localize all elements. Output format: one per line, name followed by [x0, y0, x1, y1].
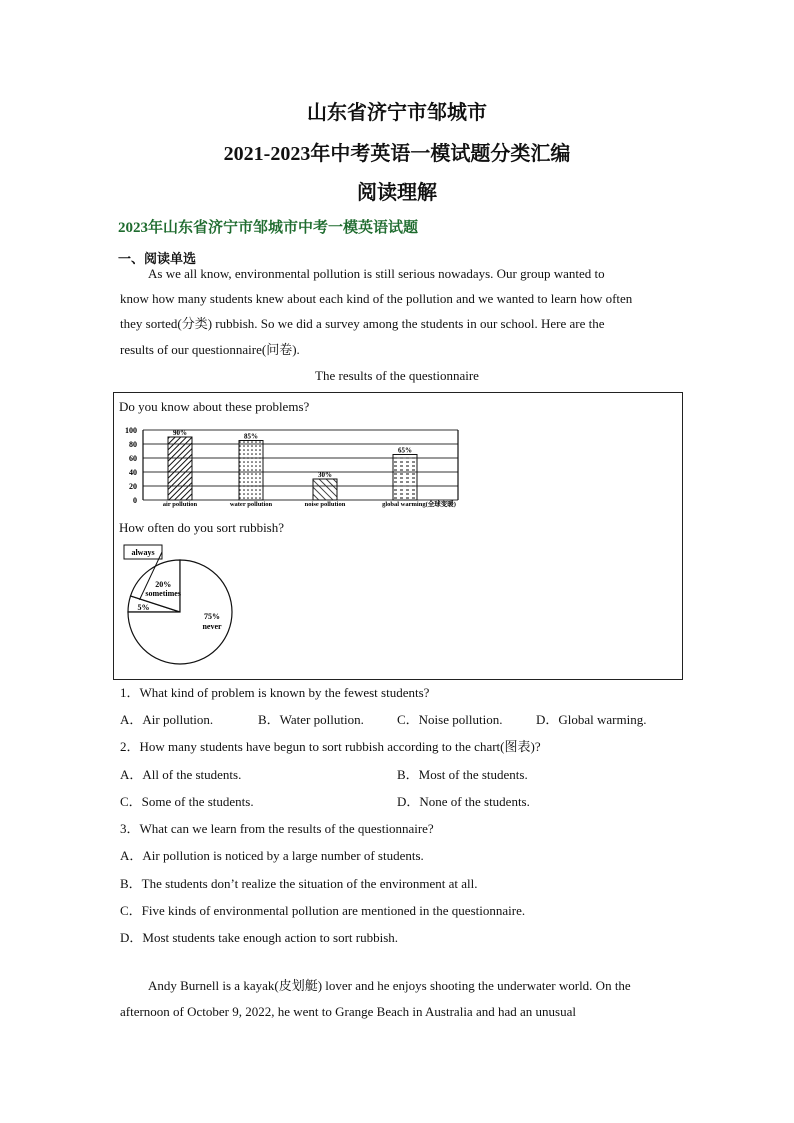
pie-value-label: 5%	[137, 602, 150, 612]
bar-value-label: 65%	[398, 446, 412, 455]
bar-ytick-label: 80	[129, 440, 137, 449]
passage2-line1: Andy Burnell is a kayak(皮划艇) lover and he enjoys shooting the underwater world. On the	[148, 978, 631, 993]
bar-value-label: 85%	[244, 432, 258, 441]
q3-option-c[interactable]: C．Five kinds of environmental pollution are mentioned in the questionnaire.	[120, 903, 526, 918]
bar-chart	[118, 420, 488, 512]
doc-title-region: 山东省济宁市邹城市	[307, 102, 487, 124]
bar-1	[168, 437, 192, 500]
passage1-line1: As we all know, environmental pollution is still serious nowadays. Our group wanted to	[148, 266, 605, 281]
figure-caption: The results of the questionnaire	[315, 368, 479, 383]
bar-category-label: noise pollution	[304, 501, 346, 508]
pie-category-label: never	[202, 622, 222, 631]
part-label: 一、阅读单选	[118, 251, 197, 266]
doc-title-subject: 2021-2023年中考英语一模试题分类汇编	[223, 143, 571, 165]
bar-category-label: air pollution	[162, 501, 198, 508]
passage1-line2: know how many students knew about each kind of the pollution and we wanted to learn how often	[120, 291, 633, 306]
section-title: 2023年山东省济宁市邹城市中考一模英语试题	[118, 220, 419, 236]
doc-title-topic: 阅读理解	[357, 182, 437, 204]
bar-category-label: global warming(全球变暖)	[382, 501, 456, 508]
bar-question: Do you know about these problems?	[119, 399, 310, 414]
passage1-line4: results of our questionnaire(问卷).	[120, 342, 300, 357]
pie-chart	[118, 542, 258, 666]
passage1-line3: they sorted(分类) rubbish. So we did a survey among the students in our school. Here are the	[120, 316, 605, 331]
bar-value-label: 90%	[173, 429, 187, 437]
q2-option-a[interactable]: A．All of the students.	[120, 767, 242, 782]
q3-option-d[interactable]: D．Most students take enough action to sort rubbish.	[120, 930, 399, 945]
q1-option-c[interactable]: C．Noise pollution.	[397, 712, 503, 727]
q1-option-b[interactable]: B．Water pollution.	[258, 712, 364, 727]
bar-category-label: water pollution	[229, 501, 273, 508]
bar-ytick-label: 60	[129, 454, 137, 463]
pie-category-label: sometimes	[145, 588, 181, 598]
q3-option-a[interactable]: A．Air pollution is noticed by a large number of students.	[120, 848, 424, 863]
q3-option-b[interactable]: B．The students don’t realize the situation of the environment at all.	[120, 876, 478, 891]
q2-option-d[interactable]: D．None of the students.	[397, 794, 530, 809]
pie-category-label: always	[131, 548, 155, 557]
passage2-line2: afternoon of October 9, 2022, he went to Grange Beach in Australia and had an unusual	[120, 1004, 576, 1019]
bar-ytick-label: 40	[129, 468, 137, 477]
q2-option-b[interactable]: B．Most of the students.	[397, 767, 528, 782]
bar-ytick-label: 20	[129, 482, 137, 491]
q1-option-a[interactable]: A．Air pollution.	[120, 712, 214, 727]
q1-stem: 1．What kind of problem is known by the fewest students?	[120, 685, 430, 700]
q2-option-c[interactable]: C．Some of the students.	[120, 794, 254, 809]
bar-4	[393, 455, 417, 501]
q1-option-d[interactable]: D．Global warming.	[536, 712, 647, 727]
q3-stem: 3．What can we learn from the results of the questionnaire?	[120, 821, 434, 836]
bar-ytick-label: 0	[133, 496, 137, 505]
pie-value-label: 20%	[155, 579, 172, 589]
pie-question: How often do you sort rubbish?	[119, 520, 285, 535]
bar-ytick-label: 100	[125, 426, 137, 435]
q2-stem: 2．How many students have begun to sort rubbish according to the chart(图表)?	[120, 739, 541, 754]
pie-value-label: 75%	[204, 612, 220, 621]
bar-value-label: 30%	[318, 471, 332, 479]
bar-2	[239, 441, 263, 501]
bar-3	[313, 479, 337, 500]
